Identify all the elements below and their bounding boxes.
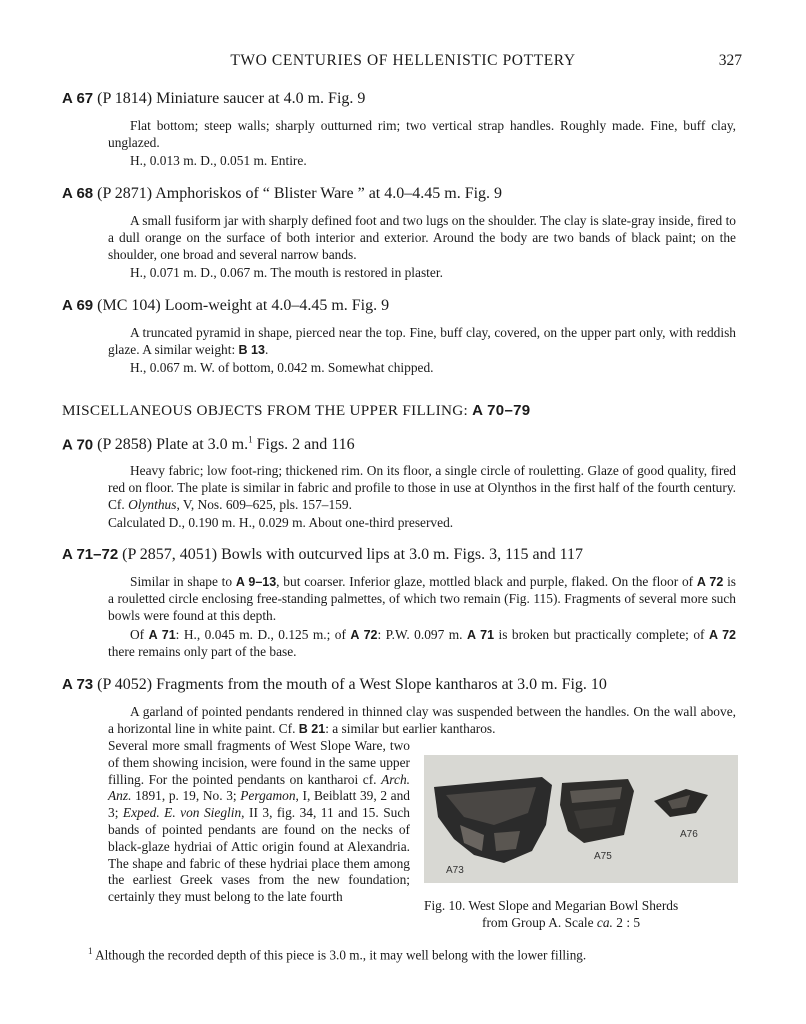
desc-text: , II 3, fig. 34, 11 and 15. Such bands of pointed pendants are found on the necks of black-glaze hydriai of Attic origin found at Alexandria. The shape and fabric of these hydriai place them among the earliest Greek vases from the new foundation; certainly they must belong to the late fourth xyxy=(108,805,410,905)
sherd-label-a76: A76 xyxy=(680,829,698,840)
entry-heading-a73 xyxy=(62,676,607,694)
entry-description xyxy=(108,704,736,738)
desc-text: A garland of pointed pendants rendered in thinned clay was suspended between the handles. On the wall above, a horizontal line in white paint. Cf. xyxy=(108,704,736,736)
cross-reference: A 9–13 xyxy=(235,575,277,589)
cross-reference: B 21 xyxy=(298,721,326,736)
caption-italic: ca. xyxy=(596,915,613,930)
entry-description: Flat bottom; steep walls; sharply outturned rim; two vertical strap handles. Roughly made. Fine, buff clay, unglazed. xyxy=(108,118,736,150)
desc-text: , V, Nos. 609–625, pls. 157–159. xyxy=(176,496,352,512)
entry-title: (MC 104) Loom-weight at 4.0–4.45 m. Fig. 9 xyxy=(97,297,390,314)
catalogue-number: A 71–72 xyxy=(62,546,119,563)
entry-dimensions: Calculated D., 0.190 m. H., 0.029 m. About one-third preserved. xyxy=(108,515,454,530)
sherd-photograph xyxy=(424,755,738,883)
caption-line xyxy=(424,914,742,931)
figure-caption xyxy=(424,897,742,931)
running-title: TWO CENTURIES OF HELLENISTIC POTTERY xyxy=(230,52,576,69)
entry-dimensions: H., 0.013 m. D., 0.051 m. Entire. xyxy=(130,153,307,168)
entry-title xyxy=(97,436,355,453)
entry-commentary xyxy=(108,738,410,906)
catalogue-number: A 70 xyxy=(62,436,94,454)
dims-text: is broken but practically complete; of xyxy=(494,627,709,642)
footnote-marker: 1 xyxy=(88,946,93,956)
entry-description xyxy=(108,574,736,624)
section-title: MISCELLANEOUS OBJECTS FROM THE UPPER FILLING: xyxy=(62,402,473,419)
running-head xyxy=(0,52,806,74)
entry-title: (P 4052) Fragments from the mouth of a West Slope kantharos at 3.0 m. Fig. 10 xyxy=(97,676,607,693)
desc-text: 1891, p. 19, No. 3; xyxy=(131,788,241,804)
entry-title: (P 2857, 4051) Bowls with outcurved lips at 3.0 m. Figs. 3, 115 and 117 xyxy=(122,546,584,563)
cross-reference: A 72 xyxy=(696,575,724,589)
italic-title: Pergamon xyxy=(240,788,296,804)
cross-reference: A 71 xyxy=(467,628,495,642)
entry-dimensions: H., 0.071 m. D., 0.067 m. The mouth is restored in plaster. xyxy=(130,265,443,280)
entry-dimensions: H., 0.067 m. W. of bottom, 0.042 m. Somewhat chipped. xyxy=(130,360,434,375)
desc-text: A truncated pyramid in shape, pierced near the top. Fine, buff clay, covered, on the upper part only, with reddish glaze. A similar weight: xyxy=(108,325,736,357)
dims-text: there remains only part of the base. xyxy=(108,643,297,659)
desc-text: Similar in shape to xyxy=(130,574,236,589)
entry-description xyxy=(108,325,736,359)
desc-text: : a similar but earlier kantharos. xyxy=(325,720,496,736)
catalogue-number: A 67 xyxy=(62,90,94,107)
desc-text: Several more small fragments of West Slope Ware, two of them showing incision, were found in the same upper filling. For the pointed pendants on kantharoi cf. xyxy=(108,738,410,787)
cross-reference: A 72 xyxy=(708,628,736,642)
entry-heading-a69 xyxy=(62,297,389,315)
caption-line: Fig. 10. West Slope and Megarian Bowl Sherds xyxy=(424,898,679,913)
catalogue-number: A 73 xyxy=(62,676,94,693)
desc-text: is a rouletted circle enclosing free-standing palmettes, of which two remain (Fig. 115). Fragments of several more such bowls were found at this depth. xyxy=(108,574,736,623)
entry-dimensions xyxy=(108,627,736,661)
sherd-photo-svg xyxy=(424,755,738,883)
desc-text: Heavy fabric; low foot-ring; thickened rim. On its floor, a single circle of rouletting. Glaze of good quality, fired red on floor. The plate is similar in fabric and profile to those in use at Olynthos in the first half of the fourth century. Cf. xyxy=(108,463,736,512)
entry-heading-a70 xyxy=(62,435,355,454)
dims-text: : P.W. 0.097 m. xyxy=(377,627,467,642)
section-range: A 70–79 xyxy=(472,402,531,419)
entry-heading-a68 xyxy=(62,185,502,203)
desc-text: . xyxy=(264,341,269,357)
footnote xyxy=(88,946,586,963)
catalogue-number: A 68 xyxy=(62,185,94,202)
caption-text: 2 : 5 xyxy=(612,915,641,930)
entry-title: (P 1814) Miniature saucer at 4.0 m. Fig. 9 xyxy=(97,90,366,107)
dims-text: Of xyxy=(130,627,149,642)
italic-title: Olynthus xyxy=(128,496,177,512)
entry-description: A small fusiform jar with sharply defined foot and two lugs on the shoulder. The clay is slate-gray inside, fired to a dull orange on the surface of both interior and exterior. Around the body are two bands of black paint; on the shoulder, one broad and several narrow bands. xyxy=(108,213,736,262)
sherd-label-a73: A73 xyxy=(446,865,464,876)
cross-reference: B 13 xyxy=(238,342,265,357)
desc-text: , but coarser. Inferior glaze, mottled black and purple, flaked. On the floor of xyxy=(276,574,697,589)
section-heading xyxy=(62,402,530,420)
italic-title: Arch. Anz. xyxy=(108,771,410,804)
sherd-label-a75: A75 xyxy=(594,851,612,862)
desc-text: , I, Beiblatt 39, 2 and 3; xyxy=(108,788,410,821)
entry-description xyxy=(108,463,736,513)
title-text: Figs. 2 and 116 xyxy=(252,436,355,454)
entry-title: (P 2871) Amphoriskos of “ Blister Ware ” at 4.0–4.45 m. Fig. 9 xyxy=(97,185,503,202)
italic-title: Exped. E. von Sieglin xyxy=(122,805,242,821)
dims-text: : H., 0.045 m. D., 0.125 m.; of xyxy=(175,627,351,642)
cross-reference: A 71 xyxy=(148,628,176,642)
page-number: 327 xyxy=(718,52,742,69)
title-text: (P 2858) Plate at 3.0 m. xyxy=(97,436,249,454)
entry-heading-a71-72 xyxy=(62,546,583,564)
cross-reference: A 72 xyxy=(350,628,378,642)
entry-heading-a67 xyxy=(62,90,365,108)
catalogue-number: A 69 xyxy=(62,297,94,314)
footnote-marker: 1 xyxy=(248,435,253,445)
footnote-text: Although the recorded depth of this piece is 3.0 m., it may well belong with the lower filling. xyxy=(92,947,587,963)
caption-text: from Group A. Scale xyxy=(482,915,597,930)
